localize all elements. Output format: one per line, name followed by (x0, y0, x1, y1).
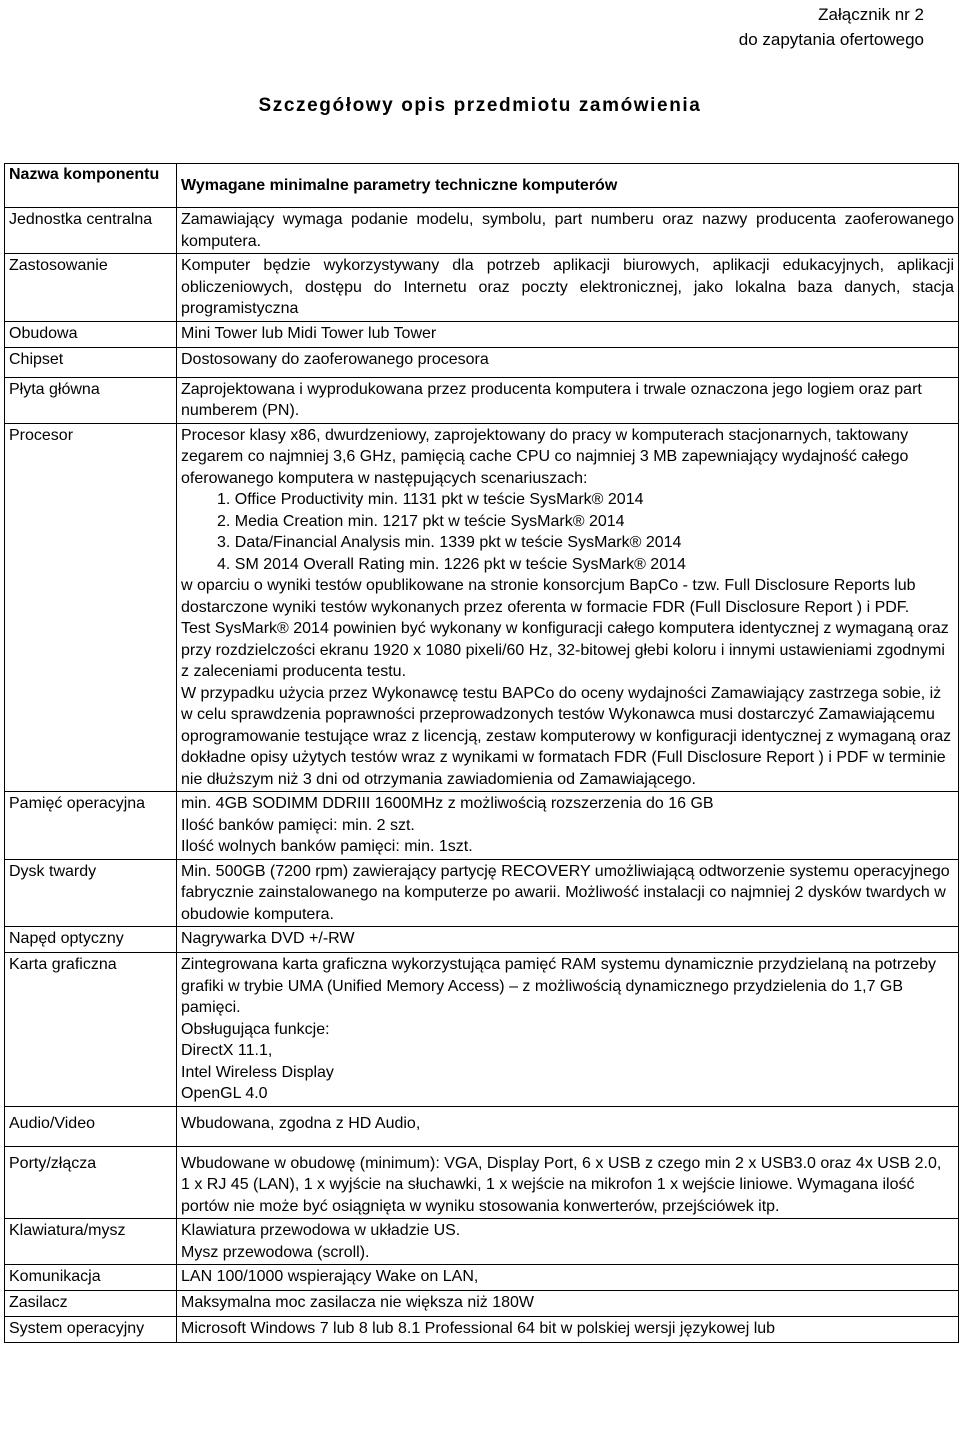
value-line: Klawiatura przewodowa w układzie US. (181, 1222, 461, 1239)
value-line: Ilość banków pamięci: min. 2 szt. (181, 816, 415, 834)
benchmark-item: 1. Office Productivity min. 1131 pkt w teście SysMark® 2014 (217, 491, 644, 508)
row-name: Płyta główna (5, 377, 177, 423)
processor-intro: Procesor klasy x86, dwurdzeniowy, zaprojektowany do pracy w komputerach stacjonarnych, taktowany zegarem co najmniej 3,6 GHz, pamięcią cache CPU co najmniej 3 MB zapewniający wydajność całego oferowanego komputera w następujących scenariuszach: (181, 426, 909, 487)
table-row (5, 1265, 959, 1291)
row-value: Zamawiający wymaga podanie modelu, symbolu, part numberu oraz nazwy producenta zaoferowanego komputera. (177, 208, 959, 254)
row-value: Zaprojektowana i wyprodukowana przez producenta komputera i trwale oznaczona jego logiem oraz part numberem (PN). (177, 377, 959, 423)
row-value: Komputer będzie wykorzystywany dla potrzeb aplikacji biurowych, aplikacji edukacyjnych, aplikacji obliczeniowych, dostępu do Internetu oraz poczty elektronicznej, jako lokalna baza danych, stacja programistyczna (177, 254, 959, 322)
table-row (5, 347, 959, 377)
table-row (5, 859, 959, 927)
spec-table (4, 163, 959, 1343)
row-value: Wbudowana, zgodna z HD Audio, (177, 1106, 959, 1146)
row-value: Min. 500GB (7200 rpm) zawierający partycję RECOVERY umożliwiającą odtworzenie systemu operacyjnego fabrycznie zainstalowanego na komputerze po awarii. Możliwość instalacji co najmniej 2 dysków twardych w obudowie komputera. (177, 859, 959, 927)
document-title: Szczegółowy opis przedmiotu zamówienia (258, 95, 702, 116)
row-value-processor (177, 423, 959, 792)
row-value: Microsoft Windows 7 lub 8 lub 8.1 Professional 64 bit w polskiej wersji językowej lub (177, 1317, 959, 1343)
value-line: Intel Wireless Display (181, 1063, 334, 1081)
row-name: Dysk twardy (5, 859, 177, 927)
table-row (5, 927, 959, 953)
row-value (177, 1219, 959, 1265)
table-row (5, 1219, 959, 1265)
row-name: Klawiatura/mysz (5, 1219, 177, 1265)
row-name: Napęd optyczny (5, 927, 177, 953)
row-value (177, 792, 959, 860)
table-row (5, 1106, 959, 1146)
col-header-component: Nazwa komponentu (5, 164, 177, 208)
value-line: Obsługująca funkcje: (181, 1020, 330, 1038)
value-line: min. 4GB SODIMM DDRIII 1600MHz z możliwością rozszerzenia do 16 GB (181, 795, 714, 812)
benchmark-item: 3. Data/Financial Analysis min. 1339 pkt w teście SysMark® 2014 (217, 534, 682, 551)
processor-paragraph: w oparciu o wyniki testów opublikowane na stronie konsorcjum BapCo - tzw. Full Disclosure Reports lub dostarczone wyniki testów wykonanych przez oferenta w formacie FDR (Full Disclosure Report ) i PDF. (181, 577, 916, 616)
row-name: Porty/złącza (5, 1146, 177, 1219)
row-value: LAN 100/1000 wspierający Wake on LAN, (177, 1265, 959, 1291)
table-row (5, 254, 959, 322)
value-line: OpenGL 4.0 (181, 1085, 268, 1102)
table-row (5, 321, 959, 347)
table-row (5, 208, 959, 254)
row-name: Procesor (5, 423, 177, 792)
table-row (5, 1291, 959, 1317)
processor-paragraph: Test SysMark® 2014 powinien być wykonany w konfiguracji całego komputera identycznej z wymaganą oraz przy rozdzielczości ekranu 1920 x 1080 pixeli/60 Hz, 32-bitowej głebi koloru i innymi ustawieniami zgodnymi z zaleceniami producenta testu. (181, 620, 949, 680)
annex-line-1: Załącznik nr 2 (818, 5, 924, 24)
benchmark-item: 4. SM 2014 Overall Rating min. 1226 pkt w teście SysMark® 2014 (217, 555, 686, 573)
row-value: Wbudowane w obudowę (minimum): VGA, Display Port, 6 x USB z czego min 2 x USB3.0 oraz 4x USB 2.0, 1 x RJ 45 (LAN), 1 x wyjście na słuchawki, 1 x wejście na mikrofon 1 x wejście liniowe. Wymagana ilość portów nie może być osiągnięta w wyniku stosowania konwerterów, przejściówek itp. (177, 1146, 959, 1219)
table-row (5, 953, 959, 1107)
row-value: Mini Tower lub Midi Tower lub Tower (177, 321, 959, 347)
row-name: Zasilacz (5, 1291, 177, 1317)
table-header-row (5, 164, 959, 208)
row-name: Pamięć operacyjna (5, 792, 177, 860)
row-name: Chipset (5, 347, 177, 377)
row-name: Jednostka centralna (5, 208, 177, 254)
annex-header (739, 2, 924, 52)
row-name: Audio/Video (5, 1106, 177, 1146)
value-line: Mysz przewodowa (scroll). (181, 1243, 370, 1261)
table-row (5, 377, 959, 423)
row-value: Maksymalna moc zasilacza nie większa niż 180W (177, 1291, 959, 1317)
table-row (5, 1146, 959, 1219)
processor-paragraph: W przypadku użycia przez Wykonawcę testu BAPCo do oceny wydajności Zamawiający zastrzega sobie, iż w celu sprawdzenia poprawności przeprowadzonych testów Wykonawca musi dostarczyć Zamawiającemu oprogramowanie testujące wraz z licencją, zestaw komputerowy w konfiguracji identycznej z wymaganą oraz dokładne opisy użytych testów wraz z wynikami w formatach FDR (Full Disclosure Report ) i PDF w terminie nie dłuższym niż 3 dni od otrzymania zawiadomienia od Zamawiającego. (181, 684, 952, 788)
row-value: Dostosowany do zaoferowanego procesora (177, 347, 959, 377)
value-line: Zintegrowana karta graficzna wykorzystująca pamięć RAM systemu dynamicznie przydzielaną na potrzeby grafiki w trybie UMA (Unified Memory Access) – z możliwością dynamicznego przydzielenia do 1,7 GB pamięci. (181, 956, 936, 1016)
row-value (177, 953, 959, 1107)
table-row (5, 792, 959, 860)
row-name: System operacyjny (5, 1317, 177, 1343)
annex-line-2: do zapytania ofertowego (738, 30, 924, 49)
table-row (5, 1317, 959, 1343)
row-name: Karta graficzna (5, 953, 177, 1107)
value-line: DirectX 11.1, (181, 1042, 273, 1059)
row-value: Nagrywarka DVD +/-RW (177, 927, 959, 953)
table-row (5, 423, 959, 792)
col-header-requirements: Wymagane minimalne parametry techniczne komputerów (177, 164, 959, 208)
value-line: Ilość wolnych banków pamięci: min. 1szt. (181, 838, 473, 855)
benchmark-item: 2. Media Creation min. 1217 pkt w teście SysMark® 2014 (217, 512, 625, 530)
row-name: Komunikacja (5, 1265, 177, 1291)
row-name: Obudowa (5, 321, 177, 347)
row-name: Zastosowanie (5, 254, 177, 322)
